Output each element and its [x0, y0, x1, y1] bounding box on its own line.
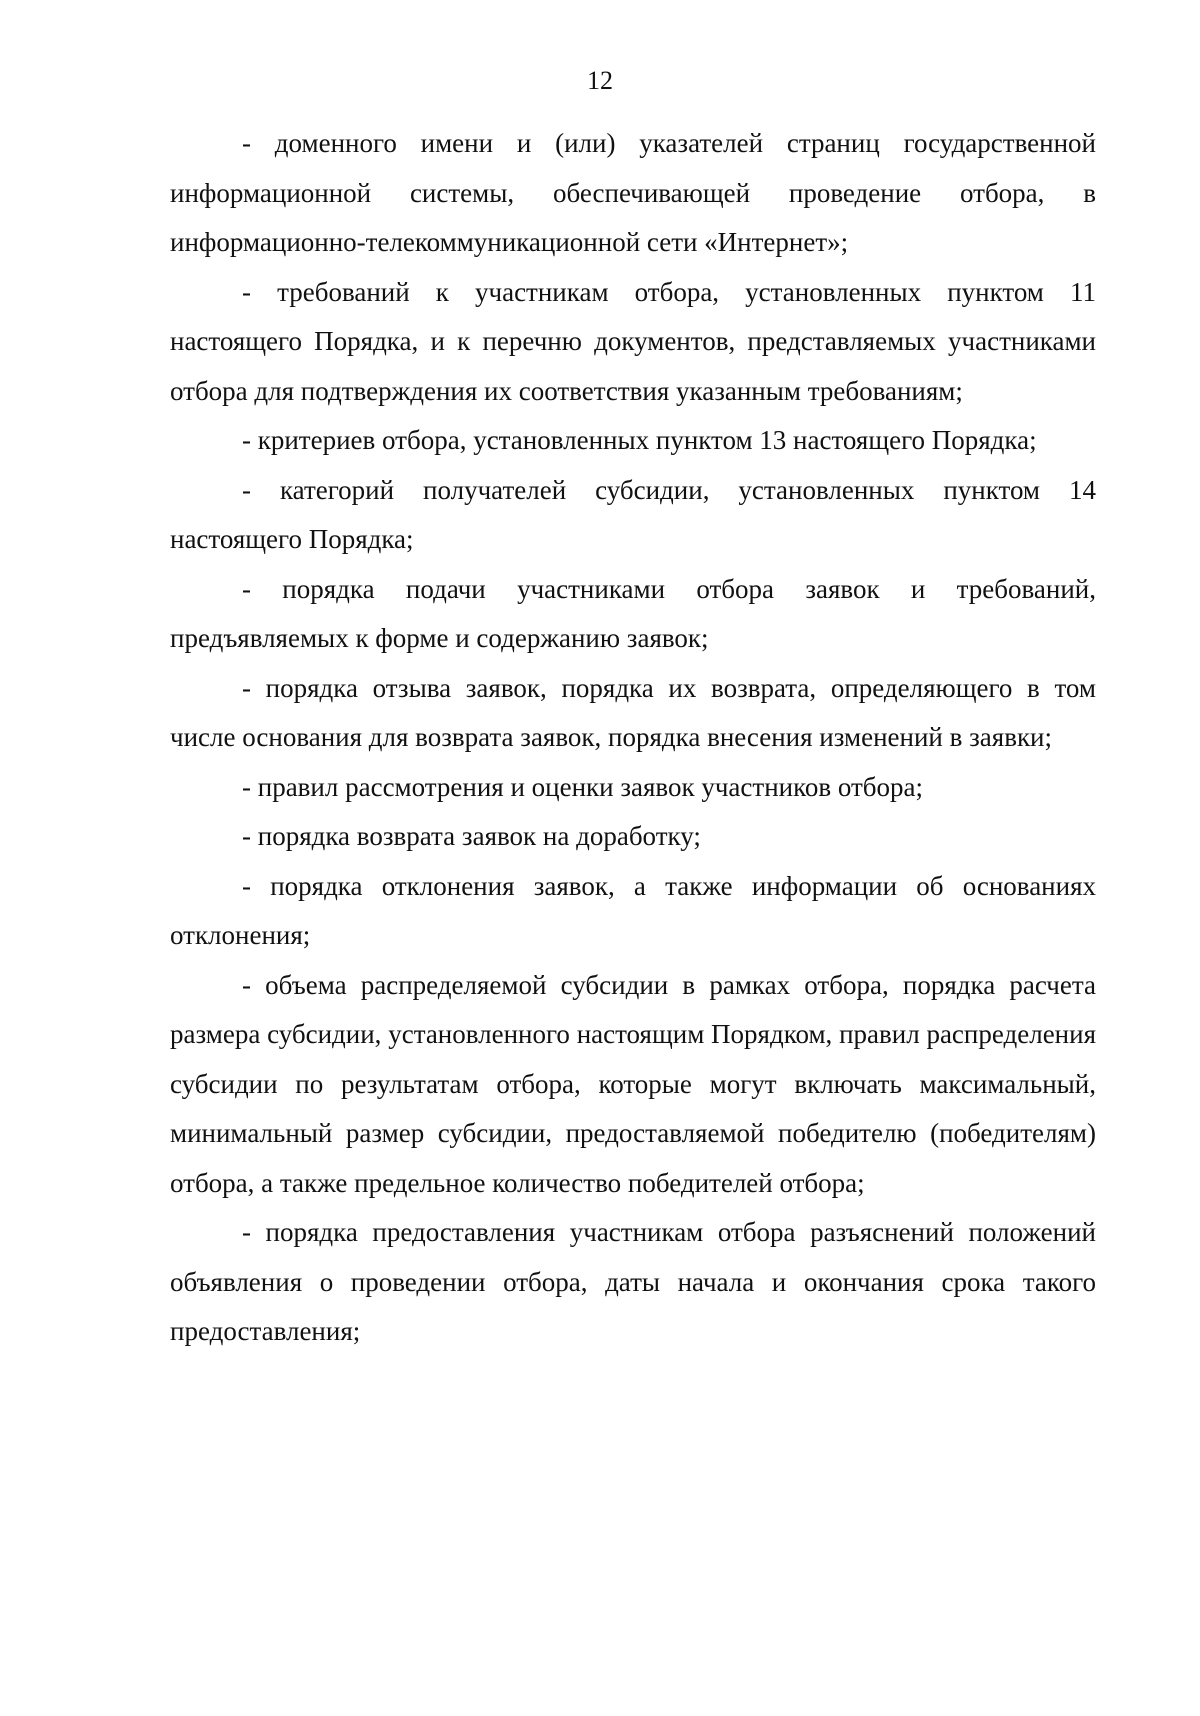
paragraph-return-for-revision: - порядка возврата заявок на доработку; — [242, 821, 701, 851]
paragraph-clarifications: - порядка предоставления участникам отбора разъяснений положений объявления о проведении отбора, даты начала и окончания срока такого предоставления; — [170, 1217, 1096, 1346]
paragraph-selection-criteria: - критериев отбора, установленных пунктом 13 настоящего Порядка; — [242, 425, 1037, 455]
page-number: 12 — [587, 66, 613, 95]
paragraph-domain-name: - доменного имени и (или) указателей страниц государственной информационной системы, обеспечивающей проведение отбора, в информационно-телекоммуникационной сети «Интернет»; — [170, 128, 1096, 257]
paragraph-application-withdrawal: - порядка отзыва заявок, порядка их возврата, определяющего в том числе основания для возврата заявок, порядка внесения изменений в заявки; — [170, 672, 1096, 752]
document-body — [170, 119, 1096, 1357]
paragraph-recipient-categories: - категорий получателей субсидии, установленных пунктом 14 настоящего Порядка; — [170, 474, 1096, 554]
paragraph-participant-requirements: - требований к участникам отбора, установленных пунктом 11 настоящего Порядка, и к перечню документов, представляемых участниками отбора для подтверждения их соответствия указанным требованиям; — [170, 276, 1096, 406]
paragraph-review-rules: - правил рассмотрения и оценки заявок участников отбора; — [242, 771, 924, 802]
paragraph-rejection: - порядка отклонения заявок, а также информации об основаниях отклонения; — [170, 870, 1096, 950]
paragraph-subsidy-volume: - объема распределяемой субсидии в рамках отбора, порядка расчета размера субсидии, установленного настоящим Порядком, правил распределения субсидии по результатам отбора, которые могут включать максимальный, минимальный размер субсидии, предоставляемой победителю (победителям) отбора, а также предельное количество победителей отбора; — [170, 969, 1096, 1198]
paragraph-application-submission: - порядка подачи участниками отбора заявок и требований, предъявляемых к форме и содержанию заявок; — [170, 573, 1096, 653]
